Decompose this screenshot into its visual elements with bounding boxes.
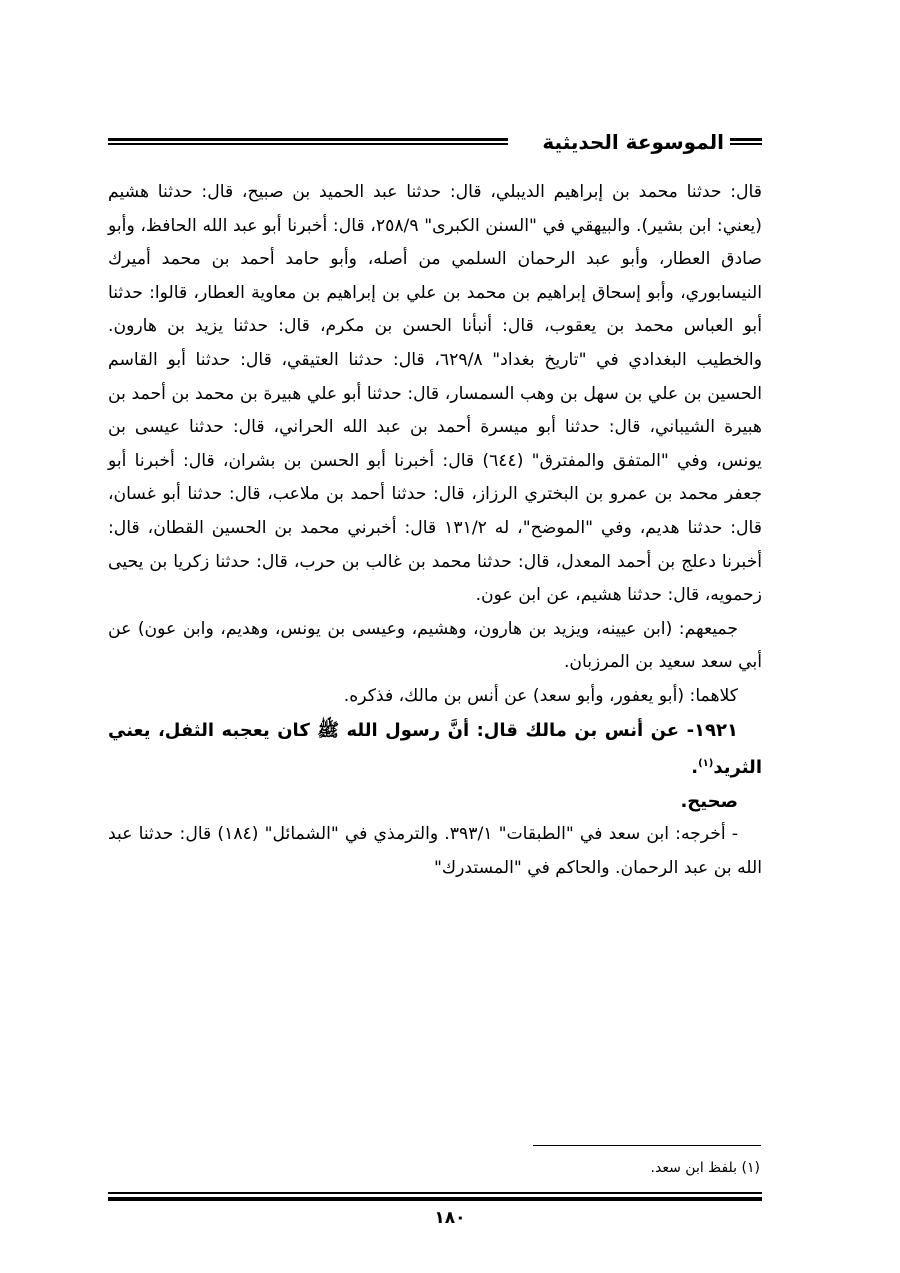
footnote-rule	[533, 1145, 761, 1146]
hadith-body: ١٩٢١- عن أنس بن مالك قال: أنَّ رسول الله ﷺ كان يعجبه الثفل، يعني الثريد	[108, 719, 762, 779]
paragraph-takhrij: - أخرجه: ابن سعد في "الطبقات" ٣٩٣/١. والترمذي في "الشمائل" (١٨٤) قال: حدثنا عبد الله بن عبد الرحمان. والحاكم في "المستدرك"	[108, 824, 762, 878]
paragraph-isnad: قال: حدثنا محمد بن إبراهيم الديبلي، قال: حدثنا عبد الحميد بن صبيح، قال: حدثنا هشيم (يعني: ابن بشير). والبيهقي في "السنن الكبرى" ٢٥٨/٩، قال: أخبرنا أبو عبد الله الحافظ، وأبو صادق العطار، وأبو عبد الرحمان السلمي من أصله، وأبو حامد أحمد بن محمد أميرك النيسابوري، وأبو إسحاق إبراهيم بن محمد بن علي بن إبراهيم بن معاوية العطار، قالوا: حدثنا أبو العباس محمد بن يعقوب، قال: أنبأنا الحسن بن مكرم، قال: حدثنا يزيد بن هارون. والخطيب البغدادي في "تاريخ بغداد" ٦٢٩/٨، قال: حدثنا العتيقي، قال: حدثنا أبو القاسم الحسين بن علي بن سهل بن وهب السمسار، قال: حدثنا أبو علي هبيرة بن محمد بن أحمد بن هبيرة الشيباني، قال: حدثنا أبو ميسرة أحمد بن عبد الله الحراني، قال: حدثنا عيسى بن يونس، وفي "المتفق والمفترق" (٦٤٤) قال: أخبرنا أبو الحسن بن بشران، قال: أخبرنا أبو جعفر محمد بن عمرو بن البختري الرزاز، قال: حدثنا أحمد بن ملاعب، قال: حدثنا أبو غسان، قال: حدثنا هديم، وفي "الموضح"، له ١٣١/٢ قال: أخبرني محمد بن الحسين القطان، قال: أخبرنا دعلج بن أحمد المعدل، قال: حدثنا محمد بن غالب بن حرب، قال: حدثنا زكريا بن يحيى زحمويه، قال: حدثنا هشيم، عن ابن عون.	[108, 182, 763, 606]
footnote-ref: (١)	[698, 758, 714, 770]
header-rule-left	[108, 138, 508, 145]
paragraph-kilahuma: كلاهما: (أبو يعفور، وأبو سعد) عن أنس بن مالك، فذكره.	[343, 685, 738, 706]
running-header	[108, 128, 762, 158]
header-rule-right	[730, 138, 762, 145]
hadith-end: .	[691, 757, 699, 779]
header-title: الموسوعة الحديثية	[542, 130, 724, 154]
main-text	[108, 176, 762, 885]
footnote: (١) بلفظ ابن سعد.	[650, 1160, 760, 1176]
paragraph-jamiuhum: جميعهم: (ابن عيينه، ويزيد بن هارون، وهشيم، وعيسى بن يونس، وهديم، وابن عون) عن أبي سعد سعيد بن المرزبان.	[108, 618, 762, 673]
hadith-text	[108, 714, 762, 785]
bottom-rule	[108, 1192, 762, 1201]
grading: صحيح.	[680, 790, 738, 812]
page-number: ١٨٠	[434, 1208, 466, 1228]
